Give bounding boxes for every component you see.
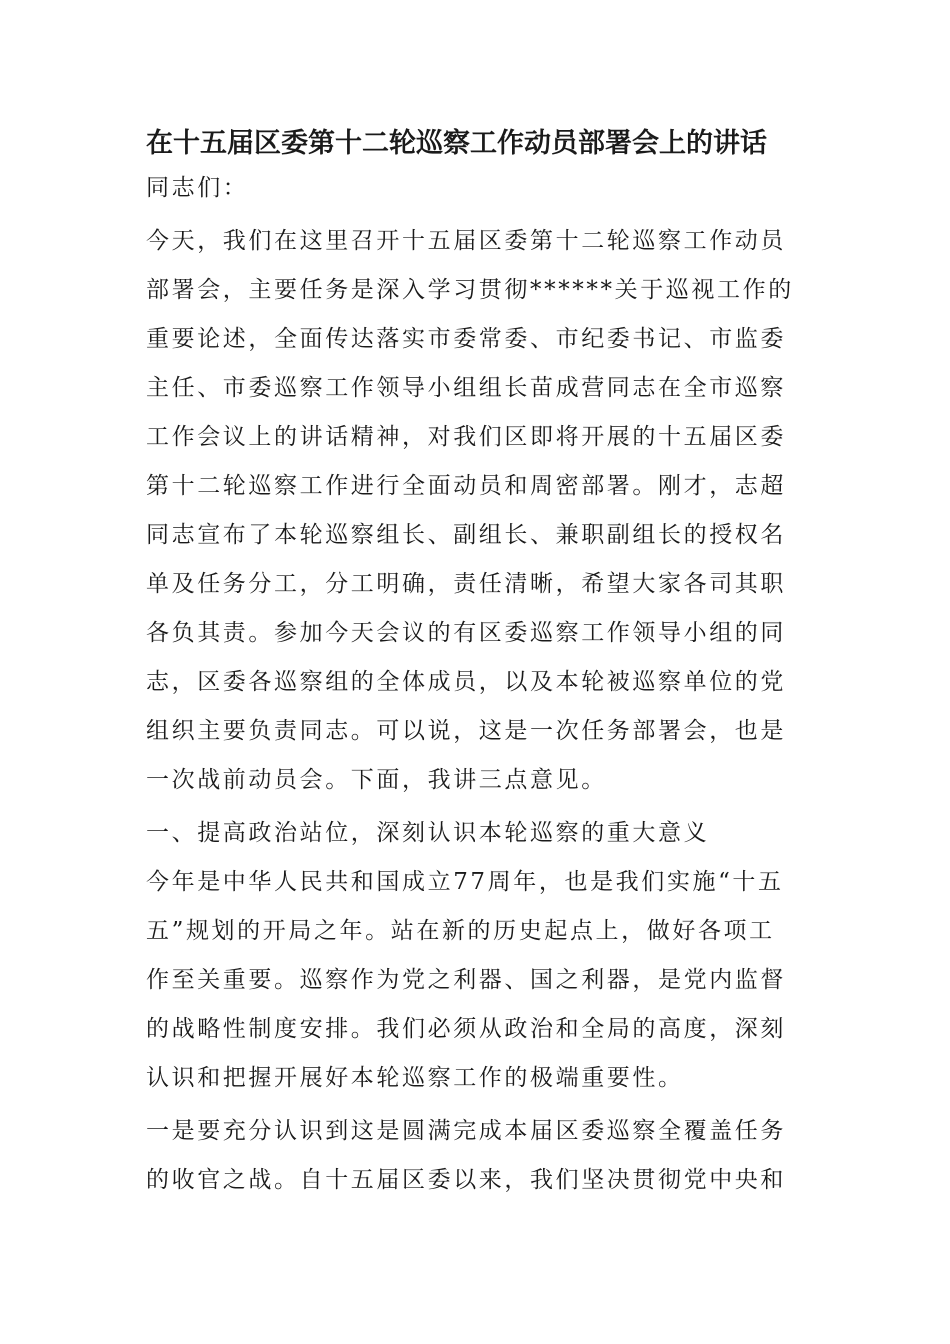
paragraph-line: 认识和把握开展好本轮巡察工作的极端重要性。	[146, 1065, 684, 1091]
paragraph-line: 的收官之战。自十五届区委以来，我们坚决贯彻党中央和	[146, 1167, 786, 1193]
paragraph-line: 一是要充分认识到这是圆满完成本届区委巡察全覆盖任务	[146, 1118, 786, 1144]
paragraph-3	[146, 1107, 806, 1205]
paragraph-line: 志，区委各巡察组的全体成员，以及本轮被巡察单位的党	[146, 669, 786, 695]
salutation: 同志们：	[146, 175, 249, 201]
paragraph-line: 作至关重要。巡察作为党之利器、国之利器，是党内监督	[146, 967, 786, 993]
section-heading-1: 一、提高政治站位，深刻认识本轮巡察的重大意义	[146, 820, 710, 846]
paragraph-2	[146, 858, 806, 1103]
paragraph-line: 单及任务分工，分工明确，责任清晰，希望大家各司其职	[146, 571, 786, 597]
paragraph-line: 部署会，主要任务是深入学习贯彻******关于巡视工作的	[146, 277, 794, 303]
paragraph-line: 今年是中华人民共和国成立77周年，也是我们实施“十五	[146, 869, 784, 895]
paragraph-1	[146, 217, 806, 805]
paragraph-line: 五”规划的开局之年。站在新的历史起点上，做好各项工	[146, 918, 775, 944]
document-body	[146, 124, 806, 1205]
document-title: 在十五届区委第十二轮巡察工作动员部署会上的讲话	[146, 128, 767, 159]
paragraph-line: 一次战前动员会。下面，我讲三点意见。	[146, 767, 607, 793]
paragraph-line: 工作会议上的讲话精神，对我们区即将开展的十五届区委	[146, 424, 786, 450]
paragraph-line: 组织主要负责同志。可以说，这是一次任务部署会，也是	[146, 718, 786, 744]
paragraph-line: 的战略性制度安排。我们必须从政治和全局的高度，深刻	[146, 1016, 786, 1042]
paragraph-line: 今天，我们在这里召开十五届区委第十二轮巡察工作动员	[146, 228, 786, 254]
paragraph-line: 同志宣布了本轮巡察组长、副组长、兼职副组长的授权名	[146, 522, 786, 548]
paragraph-line: 主任、市委巡察工作领导小组组长苗成营同志在全市巡察	[146, 375, 786, 401]
paragraph-line: 第十二轮巡察工作进行全面动员和周密部署。刚才，志超	[146, 473, 786, 499]
paragraph-line: 重要论述，全面传达落实市委常委、市纪委书记、市监委	[146, 326, 786, 352]
paragraph-line: 各负其责。参加今天会议的有区委巡察工作领导小组的同	[146, 620, 786, 646]
